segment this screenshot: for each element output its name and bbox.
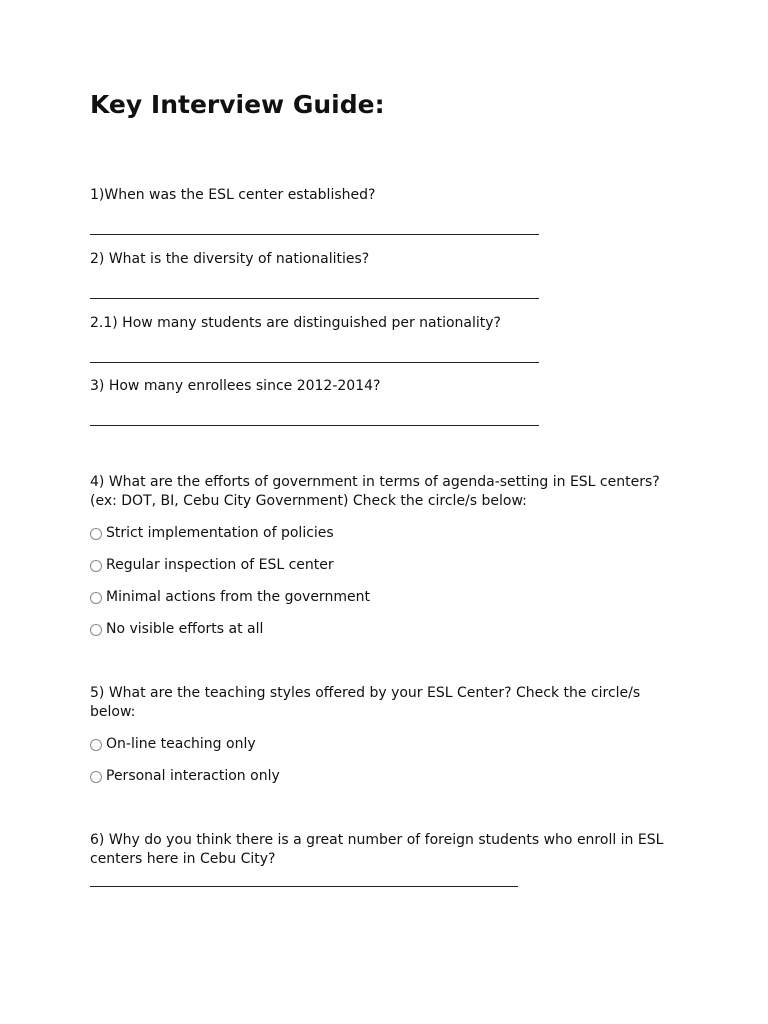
question-4: 4) What are the efforts of government in terms of agenda-setting in ESL centers? (ex: DOT, BI, Cebu City Government) Check the circle/s below: — [90, 474, 660, 509]
q4-option-2[interactable] — [90, 556, 334, 575]
question-2: 2) What is the diversity of nationalities? — [90, 251, 370, 267]
answer-line-2-1[interactable] — [90, 362, 539, 363]
q5-option-1[interactable] — [90, 735, 256, 754]
question-5: 5) What are the teaching styles offered by your ESL Center? Check the circle/s below: — [90, 685, 641, 720]
radio-circle-icon[interactable] — [90, 592, 102, 604]
answer-line-3[interactable] — [90, 425, 539, 426]
radio-circle-icon[interactable] — [90, 771, 102, 783]
radio-circle-icon[interactable] — [90, 624, 102, 636]
q4-option-1[interactable] — [90, 524, 334, 543]
option-label: On-line teaching only — [106, 736, 256, 752]
q5-option-2[interactable] — [90, 767, 280, 786]
question-2-1: 2.1) How many students are distinguished per nationality? — [90, 315, 501, 331]
radio-circle-icon[interactable] — [90, 739, 102, 751]
radio-circle-icon[interactable] — [90, 560, 102, 572]
radio-circle-icon[interactable] — [90, 528, 102, 540]
q4-option-3[interactable] — [90, 588, 370, 607]
option-label: No visible efforts at all — [106, 621, 264, 637]
page-title: Key Interview Guide: — [90, 90, 385, 119]
question-3: 3) How many enrollees since 2012-2014? — [90, 378, 381, 394]
option-label: Strict implementation of policies — [106, 525, 334, 541]
option-label: Personal interaction only — [106, 768, 280, 784]
option-label: Minimal actions from the government — [106, 589, 370, 605]
question-6: 6) Why do you think there is a great number of foreign students who enroll in ESL centers here in Cebu City? — [90, 832, 664, 867]
option-label: Regular inspection of ESL center — [106, 557, 334, 573]
question-1: 1)When was the ESL center established? — [90, 187, 376, 203]
answer-line-2[interactable] — [90, 298, 539, 299]
answer-line-1[interactable] — [90, 234, 539, 235]
answer-line-6[interactable] — [90, 886, 518, 887]
q4-option-4[interactable] — [90, 620, 263, 639]
